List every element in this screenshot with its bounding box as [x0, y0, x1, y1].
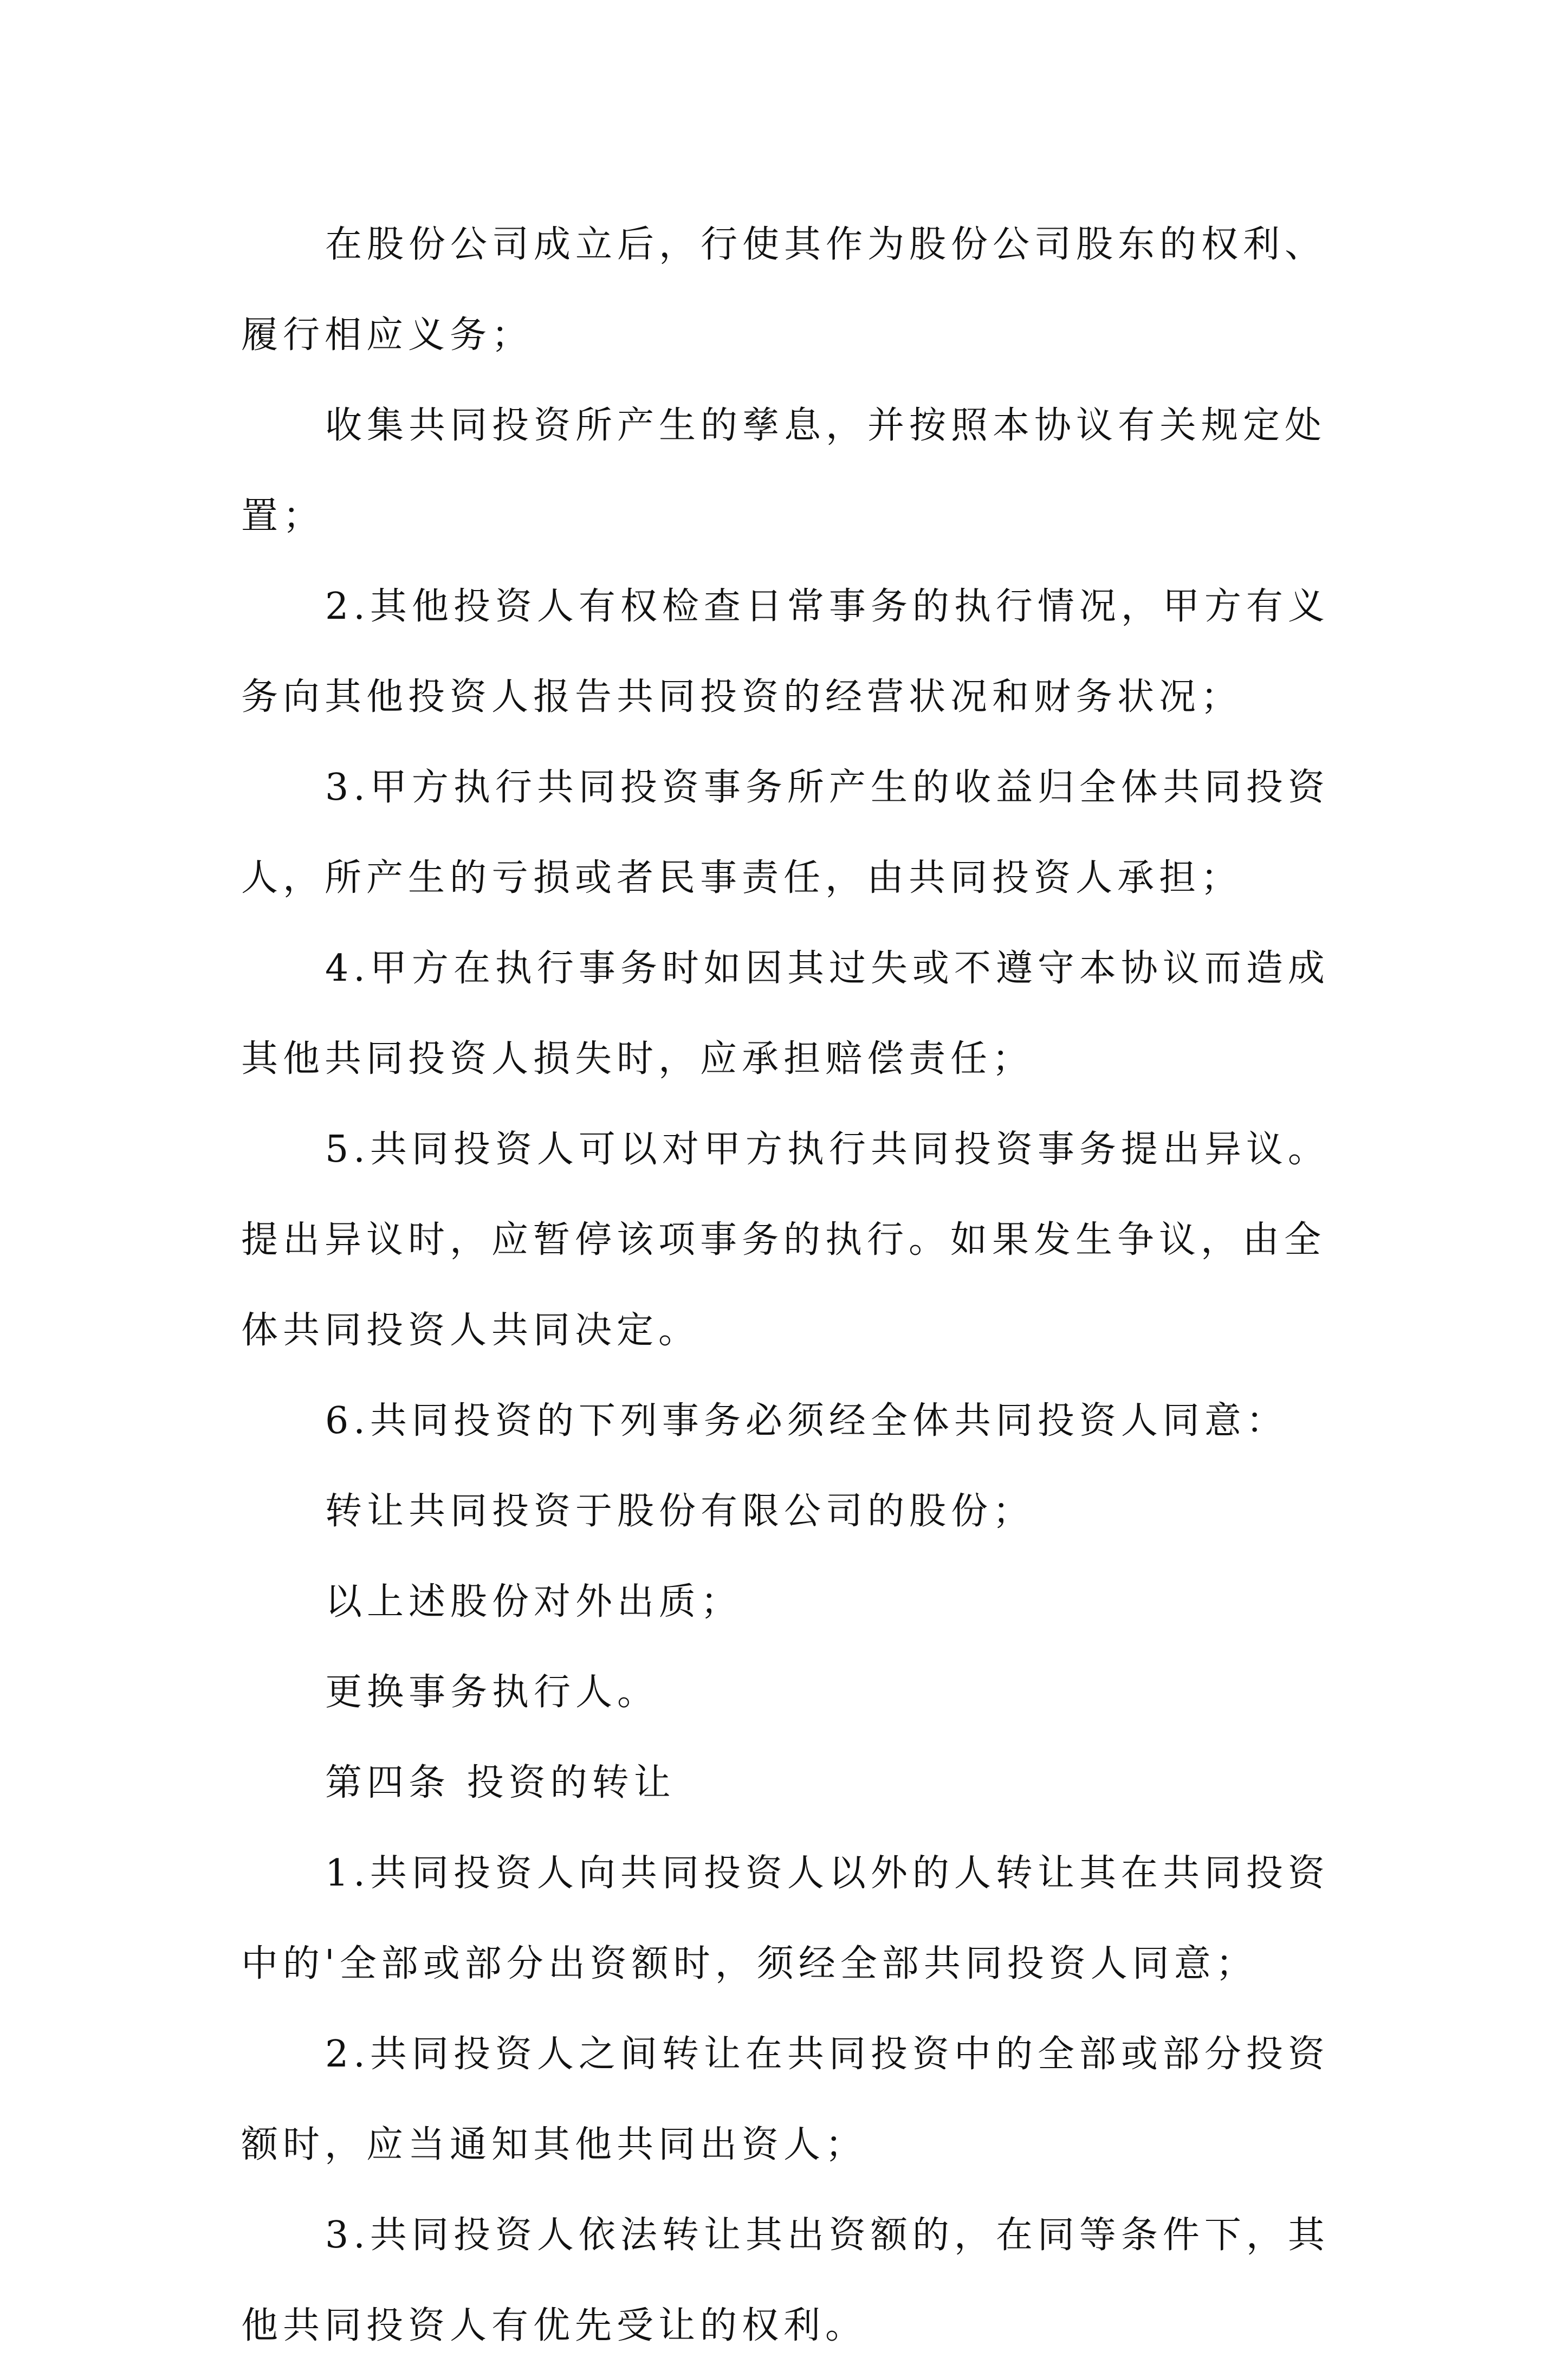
paragraph-item-6: 6.共同投资的下列事务必须经全体共同投资人同意： [325, 1400, 1288, 1442]
paragraph-transfer-shares: 转让共同投资于股份有限公司的股份； [325, 1490, 1035, 1533]
document-body [241, 199, 1346, 2371]
paragraph-shareholder-rights: 在股份公司成立后，行使其作为股份公司股东的权利、履行相应义务； [241, 223, 1327, 357]
paragraph-pledge-shares: 以上述股份对外出质； [325, 1580, 743, 1623]
paragraph-item-5: 5.共同投资人可以对甲方执行共同投资事务提出异议。提出异议时，应暂停该项事务的执行。如果发生争议，由全体共同投资人共同决定。 [241, 1128, 1330, 1352]
paragraph-replace-executor: 更换事务执行人。 [325, 1671, 659, 1714]
paragraph-item-2: 2.其他投资人有权检查日常事务的执行情况，甲方有义务向其他投资人报告共同投资的经营状况和财务状况； [241, 585, 1330, 718]
paragraph-collect-fruits: 收集共同投资所产生的孳息，并按照本协议有关规定处置； [241, 404, 1327, 537]
paragraph-transfer-item-1: 1.共同投资人向共同投资人以外的人转让其在共同投资中的'全部或部分出资额时，须经全部共同投资人同意； [241, 1852, 1330, 1985]
paragraph-transfer-item-3: 3.共同投资人依法转让其出资额的，在同等条件下，其他共同投资人有优先受让的权利。 [241, 2214, 1330, 2347]
paragraph-item-3: 3.甲方执行共同投资事务所产生的收益归全体共同投资人，所产生的亏损或者民事责任，由共同投资人承担； [241, 766, 1330, 899]
paragraph-transfer-item-2: 2.共同投资人之间转让在共同投资中的全部或部分投资额时，应当通知其他共同出资人； [241, 2033, 1330, 2166]
paragraph-item-4: 4.甲方在执行事务时如因其过失或不遵守本协议而造成其他共同投资人损失时，应承担赔偿责任； [241, 947, 1330, 1080]
section-heading-article-4: 第四条 投资的转让 [325, 1761, 676, 1804]
